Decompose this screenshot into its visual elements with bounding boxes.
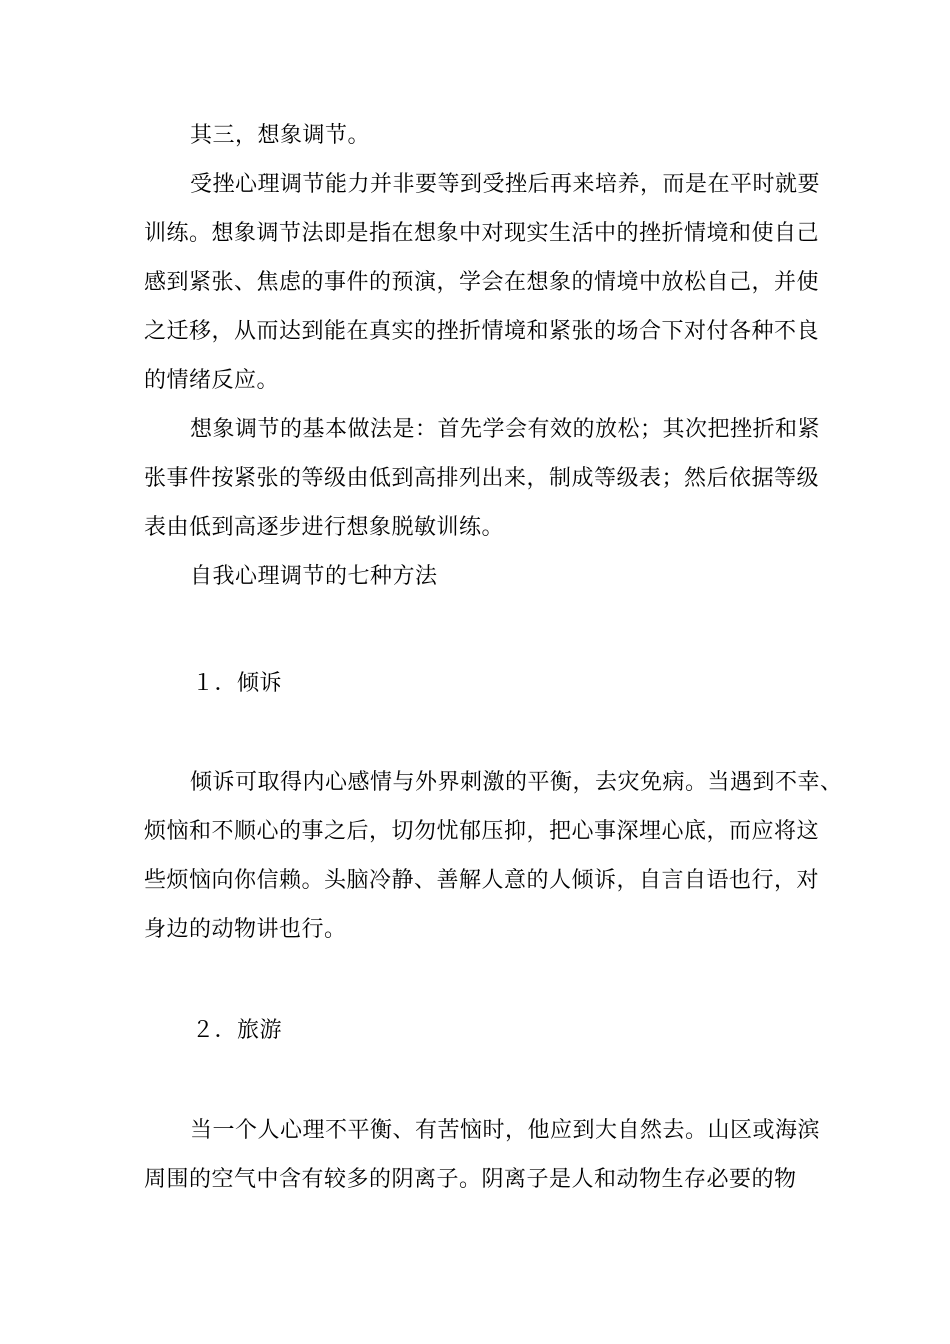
paragraph-line: 感到紧张、焦虑的事件的预演，学会在想象的情境中放松自己，并使 <box>144 270 820 295</box>
paragraph-line: 些烦恼向你信赖。头脑冷静、善解人意的人倾诉，自言自语也行，对 <box>144 868 820 893</box>
item-heading-2: ２．旅游 <box>192 1018 283 1043</box>
paragraph-line: 周围的空气中含有较多的阴离子。阴离子是人和动物生存必要的物 <box>144 1167 797 1192</box>
paragraph-line: 想象调节的基本做法是：首先学会有效的放松；其次把挫折和紧 <box>190 417 821 442</box>
paragraph-line: 烦恼和不顺心的事之后，切勿忧郁压抑，把心事深埋心底，而应将这 <box>144 819 820 844</box>
paragraph-line: 身边的动物讲也行。 <box>144 917 347 942</box>
paragraph-line: 的情绪反应。 <box>144 368 280 393</box>
paragraph-line: 倾诉可取得内心感情与外界刺激的平衡，去灾免病。当遇到不幸、 <box>190 770 843 795</box>
paragraph-line: 之迁移，从而达到能在真实的挫折情境和紧张的场合下对付各种不良 <box>144 319 820 344</box>
paragraph-line: 训练。想象调节法即是指在想象中对现实生活中的挫折情境和使自己 <box>144 221 820 246</box>
paragraph-line: 受挫心理调节能力并非要等到受挫后再来培养，而是在平时就要 <box>190 172 821 197</box>
paragraph-line: 张事件按紧张的等级由低到高排列出来，制成等级表；然后依据等级 <box>144 466 820 491</box>
paragraph-line: 当一个人心理不平衡、有苦恼时，他应到大自然去。山区或海滨 <box>190 1118 821 1143</box>
paragraph-line: 其三，想象调节。 <box>190 123 371 148</box>
paragraph-line: 表由低到高逐步进行想象脱敏训练。 <box>144 515 505 540</box>
item-heading-1: １．倾诉 <box>192 671 283 696</box>
section-title: 自我心理调节的七种方法 <box>190 564 438 589</box>
